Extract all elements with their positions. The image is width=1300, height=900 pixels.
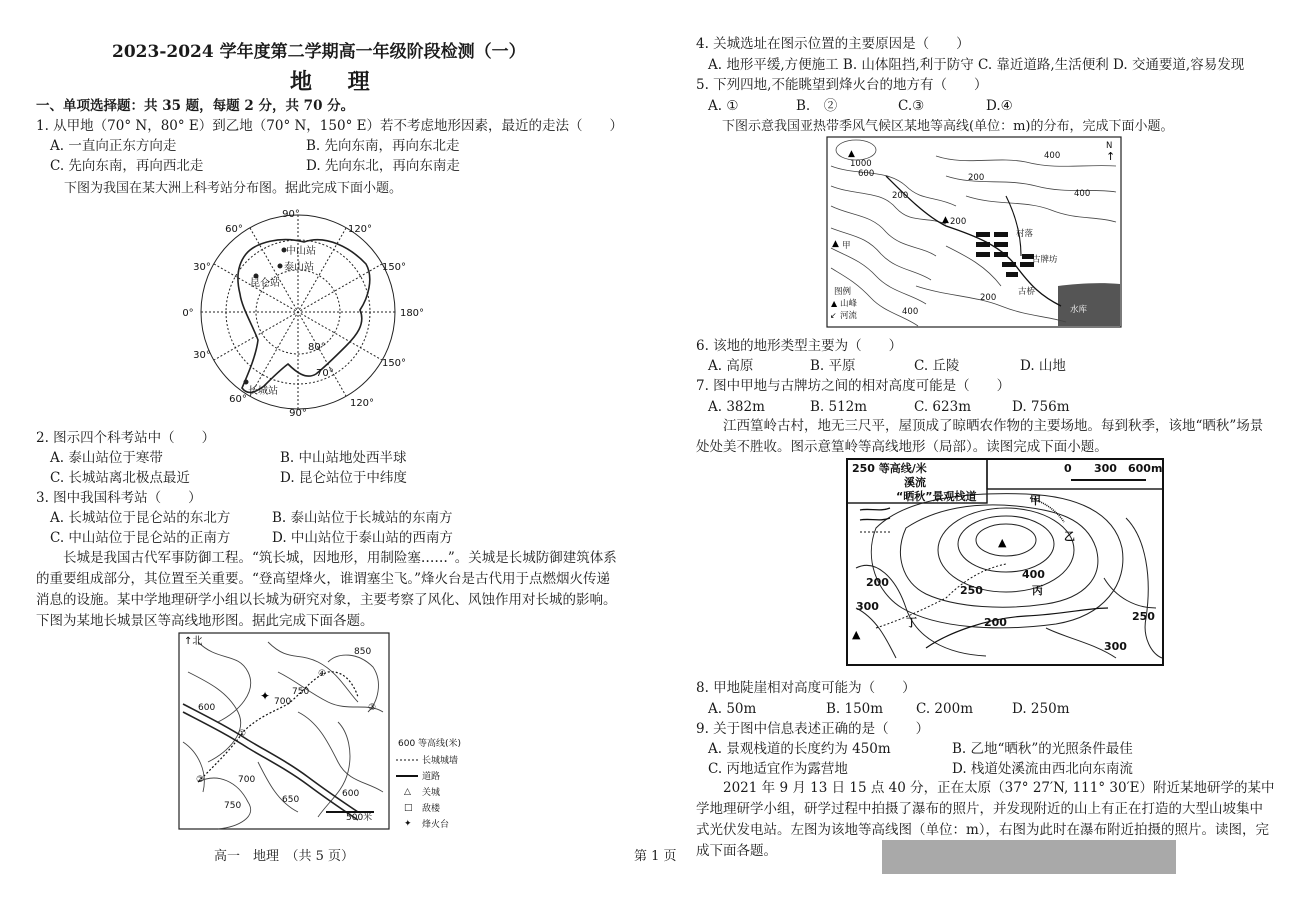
contour-label: 250	[960, 584, 983, 597]
legend-river: 河流	[840, 311, 858, 321]
q5-stem: 5. 下列四地,不能眺望到烽火台的地方有（ ）	[696, 77, 988, 93]
contour-label: 600	[342, 789, 360, 799]
taishan-station-dot	[278, 264, 283, 269]
lon-label: 150°	[381, 358, 407, 369]
contour-label: 200	[984, 616, 1007, 629]
beacon-tower-icon: ✦	[260, 689, 271, 703]
peak-icon: ▲	[942, 215, 949, 225]
contour-label: 400	[1044, 151, 1061, 161]
q7-option-d: D. 756m	[1012, 399, 1070, 415]
subtropical-contour-map	[826, 136, 1122, 328]
q6-option-d: D. 山地	[1020, 358, 1066, 374]
redaction-box	[882, 840, 1176, 874]
point-marker: ②	[196, 775, 205, 785]
q8-option-a: A. 50m	[708, 701, 757, 717]
legend-contour: 600 等高线(米)	[398, 739, 462, 749]
place-jia: 甲	[1030, 494, 1041, 507]
contour-label: 200	[892, 191, 909, 201]
north-arrow: ↑北	[184, 636, 203, 647]
archway-label: 古牌坊	[1032, 255, 1058, 265]
q2-option-c: C. 长城站离北极点最近	[50, 470, 190, 486]
peak-icon: ▲	[832, 239, 839, 249]
legend-road: 道路	[422, 772, 441, 782]
lon-label: 30°	[193, 350, 211, 361]
point-marker: ④	[318, 669, 327, 679]
contour-label: 700	[238, 775, 256, 785]
lon-label: 150°	[381, 262, 407, 273]
q3-option-a: A. 长城站位于昆仑站的东北方	[50, 510, 231, 526]
lon-label: 90°	[282, 209, 300, 220]
q5-option-a: A. ①	[708, 98, 739, 114]
station-label: 昆仑站	[250, 278, 280, 289]
q2-stem: 2. 图示四个科考站中（ ）	[36, 430, 216, 446]
reservoir-label: 水库	[1070, 305, 1088, 315]
intro-greatwall: 长城是我国古代军事防御工程。“筑长城，因地形，用制险塞……”。关城是长城防御建筑体系的重要组成部分，其位置至关重要。“登高望烽火，谁谓塞尘飞。”烽火台是古代用于点燃烟火传递消息的设施。某中学地理研学小组以长城为研究对象，主要考察了风化、风蚀作用对长城的影响。下图为某地长城景区等高线地形图。据此完成下面各题。	[36, 550, 617, 629]
contour-label: 200	[950, 217, 967, 227]
lat-label: 70°	[316, 368, 334, 379]
legend-wall: 长城城墙	[422, 756, 459, 766]
contour-label: 400	[902, 307, 919, 317]
legend-contour: 250 等高线/米	[852, 462, 927, 475]
q9-option-a: A. 景观栈道的长度约为 450m	[708, 741, 891, 757]
point-marker: ①	[238, 729, 247, 739]
footer-page: 第 1 页	[634, 849, 677, 864]
contour-label: 300	[856, 600, 879, 613]
q2-option-b: B. 中山站地处西半球	[280, 450, 407, 466]
legend-pass: 关城	[422, 788, 441, 798]
lon-label: 120°	[347, 224, 373, 235]
place-jia-label: 甲	[842, 241, 851, 251]
q7-option-c: C. 623m	[914, 399, 971, 415]
q6-option-c: C. 丘陵	[914, 358, 960, 374]
lon-label: 120°	[349, 398, 375, 409]
lon-label: 90°	[289, 408, 307, 418]
place-yi: 乙	[1064, 530, 1075, 543]
q7-option-a: A. 382m	[708, 399, 765, 415]
north-arrow-icon: ↑	[1106, 150, 1116, 163]
square-icon: □	[404, 803, 413, 813]
contour-label: 700	[274, 697, 292, 707]
q3-option-b: B. 泰山站位于长城站的东南方	[272, 510, 453, 526]
contour-label: 600	[858, 169, 875, 179]
q9-option-d: D. 栈道处溪流由西北向东南流	[952, 761, 1133, 777]
place-bing: 丙	[1032, 584, 1043, 597]
q7-stem: 7. 图中甲地与古牌坊之间的相对高度可能是（ ）	[696, 378, 1011, 394]
lon-label: 180°	[399, 308, 425, 319]
legend-trail: “晒秋”景观栈道	[896, 490, 977, 503]
contour-label: 250	[1132, 610, 1155, 623]
q8-option-b: B. 150m	[826, 701, 884, 717]
triangle-icon: △	[404, 787, 411, 797]
exam-title: 2023-2024 学年度第二学期高一年级阶段检测（一）	[112, 42, 526, 62]
footer-left: 高一 地理 （共 5 页）	[214, 849, 355, 864]
q1-option-a: A. 一直向正东方向走	[50, 138, 177, 154]
legend-peak: 山峰	[840, 299, 858, 309]
lon-label: 30°	[193, 262, 211, 273]
q7-option-b: B. 512m	[810, 399, 868, 415]
q5-option-d: D.④	[986, 98, 1013, 114]
road-line	[183, 704, 358, 812]
station-label: 长城站	[248, 386, 278, 397]
summit-icon: ▲	[998, 536, 1007, 549]
q3-option-c: C. 中山站位于昆仑站的正南方	[50, 530, 231, 546]
huangling-contour-map	[846, 458, 1164, 666]
reservoir-area	[1058, 283, 1120, 326]
subject-title: 地 理	[290, 69, 384, 95]
lon-label: 60°	[229, 394, 247, 405]
intro-taiyuan: 2021 年 9 月 13 日 15 点 40 分，正在太原（37° 27′N, 111° 30′E）附近某地研学的某中学地理研学小组，研学过程中拍摄了瀑布的照片，并发现附近的山上有正在打造的大型山坡集中式光伏发电站。左图为该地等高线图（单位：m），右图为此时在瀑布附近拍摄的照片。读图，完成下面各题。	[696, 780, 1275, 859]
lon-label: 60°	[225, 224, 243, 235]
contour-label: 200	[980, 293, 997, 303]
star-icon: ✦	[404, 819, 412, 829]
scale-zero: 0	[1064, 462, 1072, 475]
contour-label: 650	[282, 795, 300, 805]
q6-option-b: B. 平原	[810, 358, 856, 374]
place-ding: 丁	[906, 616, 917, 629]
q9-stem: 9. 关于图中信息表述正确的是（ ）	[696, 721, 930, 737]
legend-beacon: 烽火台	[422, 820, 450, 830]
q8-option-c: C. 200m	[916, 701, 973, 717]
q1-stem: 1. 从甲地（70° N，80° E）到乙地（70° N，150° E）若不考虑地形因素，最近的走法（ ）	[36, 118, 623, 134]
q1-option-d: D. 先向东北，再向东南走	[306, 158, 460, 174]
peak-icon: ▲	[848, 149, 855, 159]
legend-stream: 溪流	[904, 476, 926, 489]
q5-option-c: C.③	[898, 98, 925, 114]
station-label: 泰山站	[284, 262, 314, 273]
q6-option-a: A. 高原	[708, 358, 754, 374]
north-label: N	[1106, 141, 1113, 151]
bridge-label: 古桥	[1018, 287, 1036, 297]
contour-label: 200	[866, 576, 889, 589]
q9-option-b: B. 乙地“晒秋”的光照条件最佳	[952, 741, 1133, 757]
lat-label: 80°	[308, 342, 326, 353]
contour-label: 750	[224, 801, 242, 811]
village-label: 村落	[1016, 229, 1034, 239]
contour-label: 200	[968, 173, 985, 183]
q5-option-b: B. ②	[796, 98, 838, 114]
intro-huangling: 江西篁岭古村，地无三尺平，屋顶成了晾晒农作物的主要场地。每到秋季，该地“晒秋”场景处处美不胜收。图示意篁岭等高线地形（局部）。读图完成下面小题。	[696, 418, 1264, 455]
point-marker: ③	[368, 703, 377, 713]
changcheng-station-dot	[244, 380, 249, 385]
q2-option-a: A. 泰山站位于寒带	[50, 450, 163, 466]
contour-label: 850	[354, 647, 372, 657]
q3-stem: 3. 图中我国科考站（ ）	[36, 490, 202, 506]
contour-label: 750	[292, 687, 310, 697]
peak-icon: ▲	[831, 299, 838, 308]
q2-option-d: D. 昆仑站位于中纬度	[280, 470, 407, 486]
q8-stem: 8. 甲地陡崖相对高度可能为（ ）	[696, 680, 916, 696]
intro-subtropical: 下图示意我国亚热带季风气候区某地等高线(单位：m)的分布，完成下面小题。	[722, 119, 1174, 134]
q1-option-b: B. 先向东南，再向东北走	[306, 138, 460, 154]
q3-option-d: D. 中山站位于泰山站的西南方	[272, 530, 453, 546]
scale-mid: 300	[1094, 462, 1117, 475]
q8-option-d: D. 250m	[1012, 701, 1070, 717]
right-column	[650, 0, 1300, 900]
greatwall-contour-map	[178, 632, 478, 830]
scale-label: 500米	[346, 813, 373, 823]
legend-title: 图例	[834, 287, 852, 297]
legend-watchtower: 敌楼	[422, 804, 441, 814]
contour-label: 400	[1074, 189, 1091, 199]
contour-label: 600	[198, 703, 216, 713]
q4-stem: 4. 关城选址在图示位置的主要原因是（ ）	[696, 36, 970, 52]
section-heading: 一、单项选择题：共 35 题，每题 2 分，共 70 分。	[36, 98, 355, 114]
lon-label: 0°	[182, 308, 194, 319]
peak-icon: ▲	[852, 628, 861, 641]
q9-option-c: C. 丙地适宜作为露营地	[708, 761, 848, 777]
river-icon: ↙	[830, 311, 837, 320]
contour-label: 300	[1104, 640, 1127, 653]
antarctica-station-map	[176, 206, 440, 418]
q1-option-c: C. 先向东南，再向西北走	[50, 158, 204, 174]
station-label: 中山站	[286, 246, 316, 257]
q4-options: A. 地形平缓,方便施工 B. 山体阻挡,利于防守 C. 靠近道路,生活便利 D. 交通要道,容易发现	[708, 57, 1245, 73]
scale-end: 600m	[1128, 462, 1163, 475]
q6-stem: 6. 该地的地形类型主要为（ ）	[696, 338, 903, 354]
intro-antarctica: 下图为我国在某大洲上科考站分布图。据此完成下面小题。	[64, 181, 403, 196]
contour-label: 1000	[850, 159, 872, 169]
contour-label: 400	[1022, 568, 1045, 581]
